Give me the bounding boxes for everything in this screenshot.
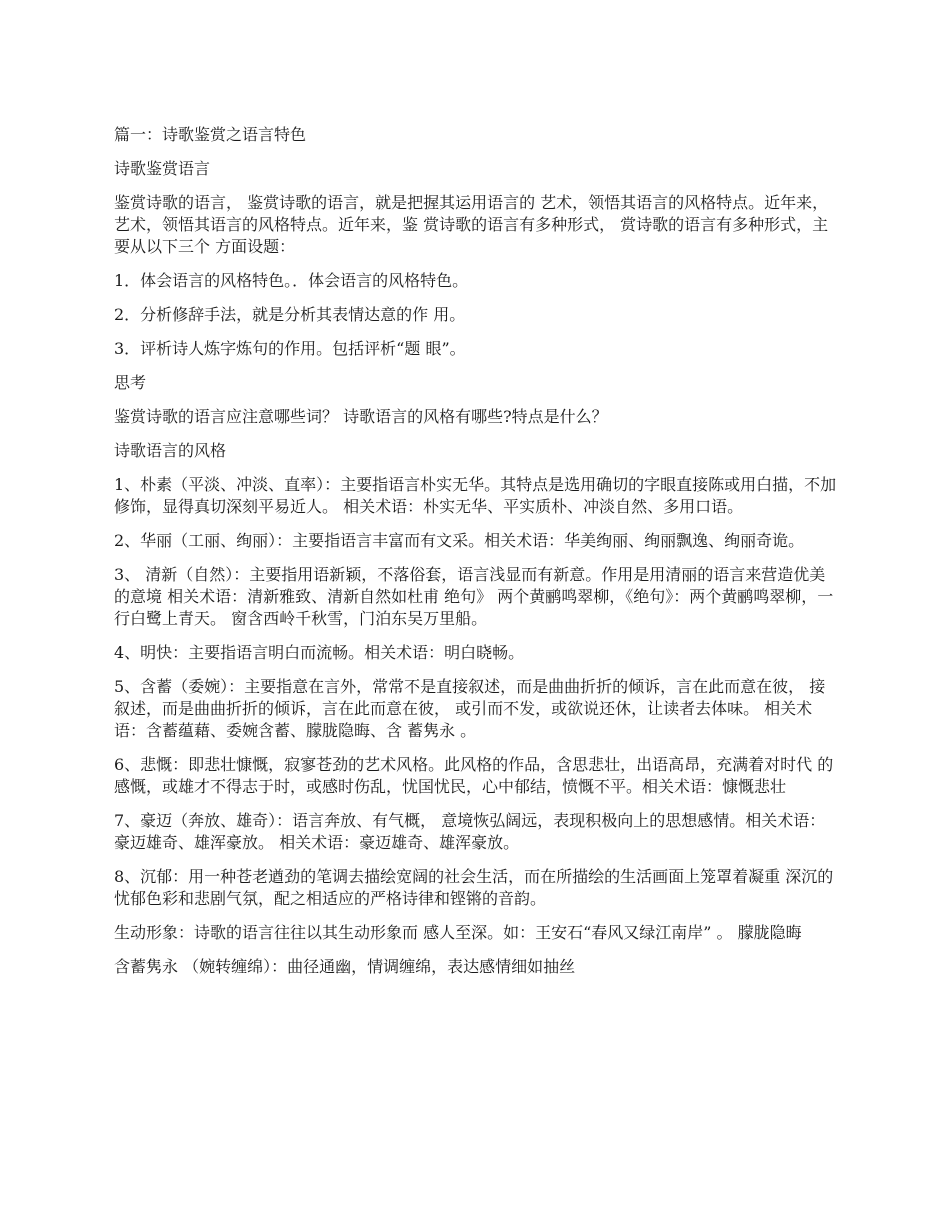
style-item: 3、 清新（自然）：主要指用语新颖，不落俗套，语言浅显而有新意。作用是用清丽的语言来营造优美的意境 相关术语：清新雅致、清新自然如杜甫 绝句》 两个黄鹂鸣翠柳，《绝句》：两个黄鹂鸣翠柳，一行白鹭上青天。 窗含西岭千秋雪，门泊东吴万里船。 <box>114 565 834 628</box>
style-item: 2、华丽（工丽、绚丽）：主要指语言丰富而有文采。相关术语：华美绚丽、绚丽飘逸、绚丽奇诡。 <box>114 531 805 550</box>
section-heading: 诗歌鉴赏语言 <box>114 159 211 178</box>
list-item: 2．分析修辞手法，就是分析其表情达意的作 用。 <box>114 305 466 324</box>
body-paragraph: 含蓄隽永 （婉转缠绵）：曲径通幽，情调缠绵，表达感情细如抽丝 <box>114 957 576 976</box>
style-item: 5、含蓄（委婉）：主要指意在言外，常常不是直接叙述，而是曲曲折折的倾诉，言在此而意在彼， 接叙述，而是曲曲折折的倾诉，言在此而意在彼， 或引而不发，或欲说还休，让读者去体味。 相关术语：含蓄蕴藉、委婉含蓄、朦胧隐晦、含 蓄隽永 。 <box>114 677 826 740</box>
style-item: 8、沉郁：用一种苍老遒劲的笔调去描绘宽阔的社会生活，而在所描绘的生活画面上笼罩着凝重 深沉的忧郁色彩和悲剧气氛，配之相适应的严格诗律和铿锵的音韵。 <box>114 867 834 908</box>
document-body <box>114 124 838 990</box>
body-paragraph: 生动形象：诗歌的语言往往以其生动形象而 感人至深。如：王安石“春风又绿江南岸” 。 朦胧隐晦 <box>114 923 802 942</box>
section-heading: 思考 <box>114 373 147 392</box>
section-heading: 诗歌语言的风格 <box>114 441 227 460</box>
list-item: 3．评析诗人炼字炼句的作用。包括评析“题 眼”。 <box>114 339 466 358</box>
list-item: 1．体会语言的风格特色。．体会语言的风格特色。 <box>114 271 469 290</box>
question-paragraph: 鉴赏诗歌的语言应注意哪些词？ 诗歌语言的风格有哪些?特点是什么？ <box>114 407 608 426</box>
style-item: 4、明快：主要指语言明白而流畅。相关术语：明白晓畅。 <box>114 643 525 662</box>
style-item: 1、朴素（平淡、冲淡、直率）：主要指语言朴实无华。其特点是选用确切的字眼直接陈或用白描，不加修饰，显得真切深刻平易近人。 相关术语：朴实无华、平实质朴、冲淡自然、多用口语。 <box>114 475 837 516</box>
doc-title: 篇一：诗歌鉴赏之语言特色 <box>114 125 307 144</box>
style-item: 7、豪迈（奔放、雄奇）：语言奔放、有气概， 意境恢弘阔远，表现积极向上的思想感情。相关术语：豪迈雄奇、雄浑豪放。 相关术语：豪迈雄奇、雄浑豪放。 <box>114 811 826 852</box>
intro-paragraph: 鉴赏诗歌的语言， 鉴赏诗歌的语言，就是把握其运用语言的 艺术，领悟其语言的风格特点。近年来， 艺术，领悟其语言的风格特点。近年来，鉴 赏诗歌的语言有多种形式， 赏诗歌的语言有多种形式，主要从以下三个 方面设题： <box>114 193 829 256</box>
style-item: 6、悲慨：即悲壮慷慨，寂寥苍劲的艺术风格。此风格的作品，含思悲壮，出语高昂，充满着对时代 的感慨，或雄才不得志于时，或感时伤乱，忧国忧民，心中郁结，愤慨不平。相关术语：慷慨悲壮 <box>114 755 834 796</box>
